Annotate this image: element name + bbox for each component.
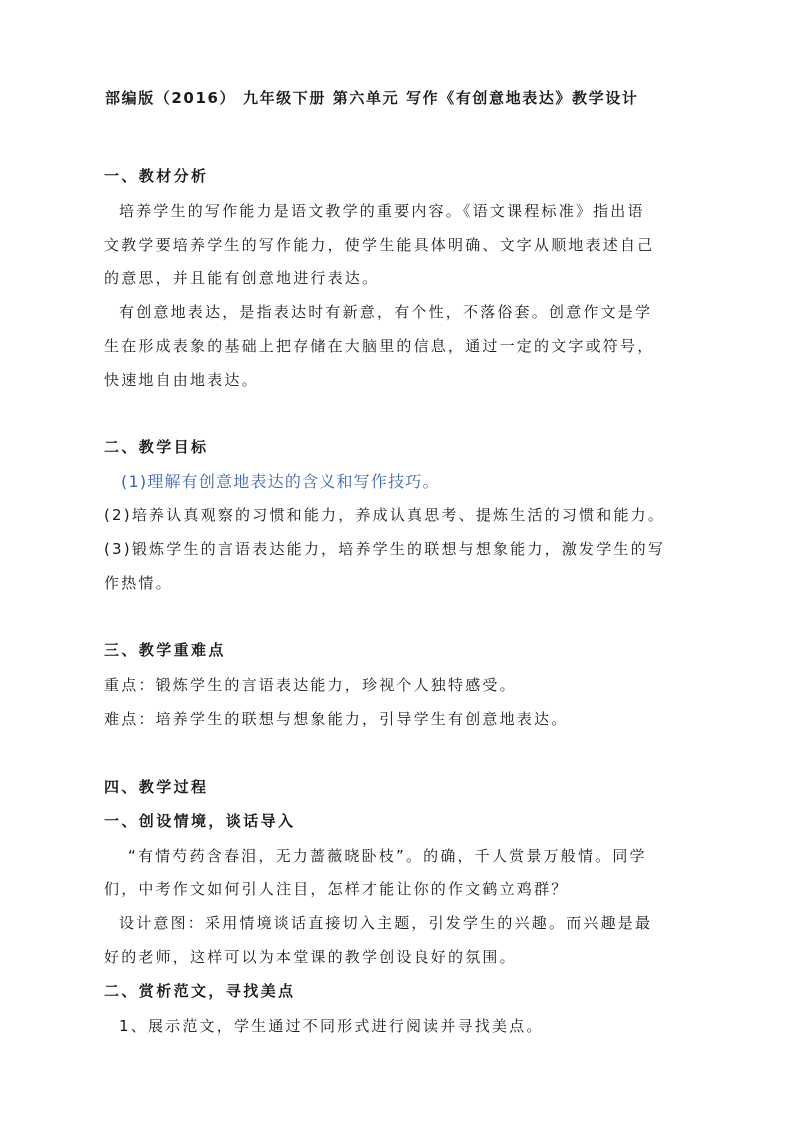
paragraph-line: 有创意地表达，是指表达时有新意，有个性，不落俗套。创意作文是学 bbox=[119, 303, 653, 321]
goal-item-continuation: 作热情。 bbox=[104, 574, 173, 592]
document-title: 部编版（2016） 九年级下册 第六单元 写作《有创意地表达》教学设计 bbox=[105, 89, 639, 107]
key-point: 重点：锻炼学生的言语表达能力，珍视个人独特感受。 bbox=[104, 676, 517, 694]
paragraph-line: 们，中考作文如何引人注目，怎样才能让你的作文鹤立鸡群？ bbox=[104, 880, 569, 898]
section-heading-teaching-process: 四、教学过程 bbox=[104, 778, 209, 796]
paragraph-line: 快速地自由地表达。 bbox=[104, 371, 259, 389]
paragraph-line: 培养学生的写作能力是语文教学的重要内容。《语文课程标准》指出语 bbox=[119, 202, 645, 220]
section-heading-key-points: 三、教学重难点 bbox=[104, 641, 226, 659]
difficult-point: 难点：培养学生的联想与想象能力，引导学生有创意地表达。 bbox=[104, 710, 569, 728]
paragraph-line: 文教学要培养学生的写作能力，使学生能具体明确、文字从顺地表述自己 bbox=[104, 236, 655, 254]
goal-item: (2)培养认真观察的习惯和能力，养成认真思考、提炼生活的习惯和能力。 bbox=[104, 506, 666, 524]
paragraph-line: 1、展示范文，学生通过不同形式进行阅读并寻找美点。 bbox=[119, 1017, 544, 1035]
goal-item: (1)理解有创意地表达的含义和写作技巧。 bbox=[121, 472, 440, 491]
section-heading-textbook-analysis: 一、教材分析 bbox=[104, 167, 209, 185]
subheading-appreciate-model-essay: 二、赏析范文，寻找美点 bbox=[104, 982, 296, 1000]
paragraph-line: “有情芍药含春泪，无力蔷薇晓卧枝”。的确，千人赏景万般情。同学 bbox=[128, 847, 647, 865]
paragraph-line: 的意思，并且能有创意地进行表达。 bbox=[104, 269, 380, 287]
paragraph-line: 好的老师，这样可以为本堂课的教学创设良好的氛围。 bbox=[104, 948, 517, 966]
paragraph-line: 生在形成表象的基础上把存储在大脑里的信息，通过一定的文字或符号， bbox=[104, 337, 655, 355]
subheading-create-scenario: 一、创设情境，谈话导入 bbox=[104, 812, 296, 830]
section-heading-teaching-goals: 二、教学目标 bbox=[104, 438, 209, 456]
goal-item: (3)锻炼学生的言语表达能力，培养学生的联想与想象能力，激发学生的写 bbox=[104, 540, 666, 558]
paragraph-line: 设计意图：采用情境谈话直接切入主题，引发学生的兴趣。而兴趣是最 bbox=[119, 914, 653, 932]
